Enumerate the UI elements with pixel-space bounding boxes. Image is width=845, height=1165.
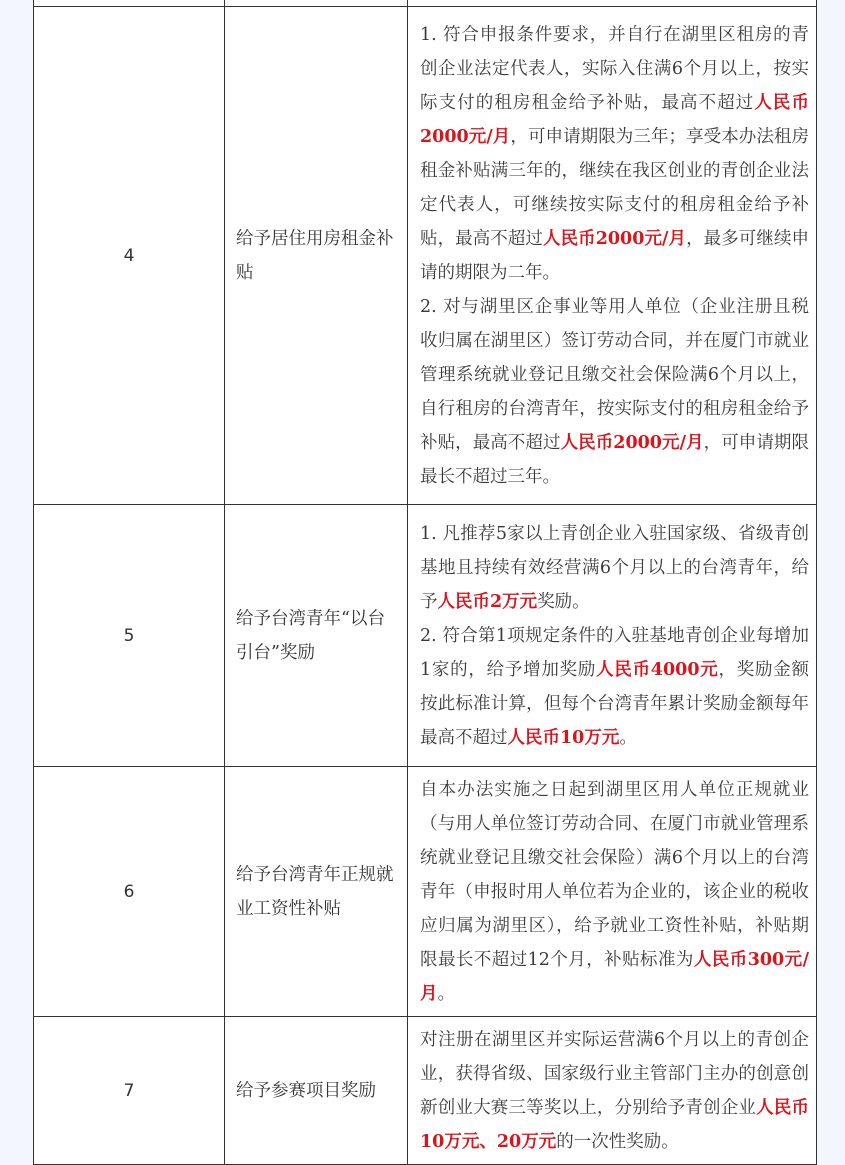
subsidy-description <box>408 7 817 505</box>
highlight-amount: 人民币2000元/月 <box>543 229 687 249</box>
description-text: 。 <box>437 984 455 1004</box>
subsidy-description <box>408 1017 817 1165</box>
highlight-amount: 人民币2000元/月 <box>420 93 810 147</box>
description-text: 。 <box>619 728 637 748</box>
highlight-amount: 人民币2000元/月 <box>560 433 704 453</box>
description-text: ，可申请期限为三年；享受本办法租房租金补贴满三年的，继续在我区创业的青创企业法定代表人，可继续按实际支付的租房租金给予补贴，最高不超过 <box>420 127 810 249</box>
description-text: 1. 凡推荐5家以上青创企业入驻国家级、省级青创基地且持续有效经营满6个月以上的台湾青年，给予 <box>420 524 809 612</box>
subsidy-item-name: 给予台湾青年正规就业工资性补贴 <box>225 767 408 1017</box>
description-text: 对注册在湖里区并实际运营满6个月以上的青创企业，获得省级、国家级行业主管部门主办的创意创新创业大赛三等奖以上，分别给予青创企业 <box>420 1030 809 1118</box>
description-text: 自本办法实施之日起到湖里区用人单位正规就业（与用人单位签订劳动合同、在厦门市就业管理系统就业登记且缴交社会保险）满6个月以上的台湾青年（申报时用人单位若为企业的，该企业的税收应归属为湖里区），给予就业工资性补贴，补贴期限最长不超过12个月，补贴标准为 <box>420 780 809 970</box>
subsidy-table <box>33 0 817 1165</box>
highlight-amount: 人民币10万元、20万元 <box>420 1098 810 1152</box>
table-row <box>34 1017 817 1165</box>
row-number: 7 <box>34 1017 225 1165</box>
description-text: ，可申请期限最长不超过三年。 <box>420 433 810 487</box>
subsidy-item-name: 给予居住用房租金补贴 <box>225 7 408 505</box>
description-text: 2. 对与湖里区企事业等用人单位（企业注册且税收归属在湖里区）签订劳动合同，并在厦门市就业管理系统就业登记且缴交社会保险满6个月以上，自行租房的台湾青年，按实际支付的租房租金给予补贴，最高不超过 <box>420 297 809 453</box>
description-text: 1. 符合申报条件要求，并自行在湖里区租房的青创企业法定代表人，实际入住满6个月以上，按实际支付的租房租金给予补贴，最高不超过 <box>420 25 809 113</box>
row-number: 4 <box>34 7 225 505</box>
highlight-amount: 人民币4000元 <box>596 660 719 680</box>
subsidy-item-name: 给予参赛项目奖励 <box>225 1017 408 1165</box>
description-text: 2. 符合第1项规定条件的入驻基地青创企业每增加1家的，给予增加奖励 <box>420 626 809 680</box>
highlight-amount: 人民币2万元 <box>437 592 538 612</box>
row-number: 6 <box>34 767 225 1017</box>
table-row <box>34 505 817 767</box>
highlight-amount: 人民币300元/月 <box>420 950 809 1004</box>
description-text: ，奖励金额按此标准计算，但每个台湾青年累计奖励金额每年最高不超过 <box>420 660 809 748</box>
description-text: ，最多可继续申请的期限为二年。 <box>420 229 810 283</box>
description-text: 的一次性奖励。 <box>556 1132 679 1152</box>
subsidy-table-container <box>33 0 816 1165</box>
subsidy-description <box>408 505 817 767</box>
highlight-amount: 人民币10万元 <box>507 728 620 748</box>
subsidy-description <box>408 767 817 1017</box>
table-row <box>34 767 817 1017</box>
table-row <box>34 7 817 505</box>
row-number: 5 <box>34 505 225 767</box>
description-text: 奖励。 <box>537 592 590 612</box>
subsidy-item-name: 给予台湾青年“以台引台”奖励 <box>225 505 408 767</box>
